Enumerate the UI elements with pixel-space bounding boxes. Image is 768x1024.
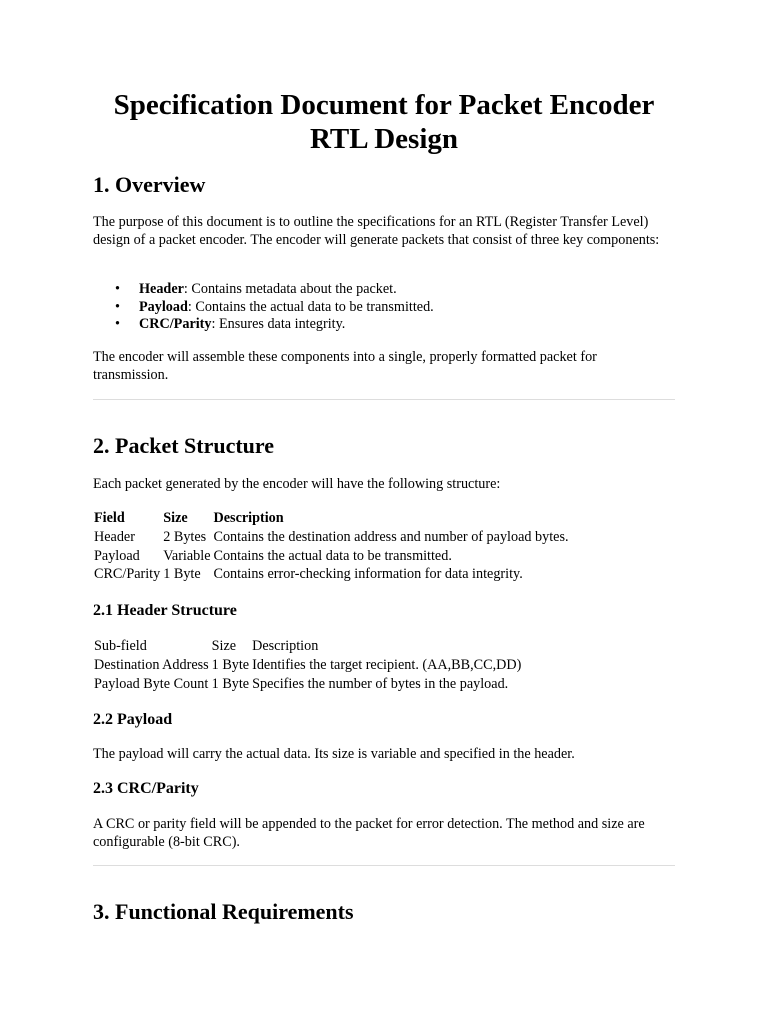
component-desc: : Contains the actual data to be transmitted. (187, 298, 434, 315)
table-row (93, 676, 523, 695)
document-title: Specification Document for Packet Encoder RTL Design (113, 89, 655, 155)
column-header: Size (163, 510, 188, 526)
component-term: Payload (139, 298, 188, 315)
column-header: Description (213, 510, 284, 526)
table-cell: Destination Address (94, 656, 209, 673)
crc-heading: 2.3 CRC/Parity (93, 780, 199, 797)
crc-paragraph: A CRC or parity field will be appended to the packet for error detection. The method and size are configurable (8-bit CRC). (93, 816, 645, 850)
component-list (93, 281, 434, 334)
table-row (93, 548, 571, 567)
list-item (93, 316, 434, 334)
column-header: Field (94, 510, 125, 526)
structure-intro-paragraph: Each packet generated by the encoder will have the following structure: (93, 476, 501, 492)
table-row (93, 529, 571, 548)
header-structure-table (93, 638, 523, 694)
column-header: Size (211, 638, 237, 654)
table-cell: Variable (163, 547, 211, 564)
table-cell: Header (94, 528, 135, 545)
table-cell: CRC/Parity (94, 566, 161, 583)
table-cell: Payload Byte Count (94, 675, 209, 692)
table-cell: 1 Byte (211, 656, 250, 673)
section-divider (93, 399, 675, 400)
component-term: CRC/Parity (139, 316, 212, 332)
list-item (93, 281, 434, 299)
packet-structure-table (93, 510, 571, 585)
bullet-icon: • (115, 316, 120, 332)
column-header: Description (252, 638, 319, 654)
component-term: Header (139, 281, 184, 297)
table-header-row (93, 638, 523, 657)
table-header-row (93, 510, 571, 529)
table-cell: 1 Byte (163, 566, 201, 583)
table-cell: Identifies the target recipient. (AA,BB,CC,DD) (252, 656, 522, 673)
column-header: Sub-field (94, 638, 147, 654)
section-divider (93, 865, 675, 866)
section-overview-heading: 1. Overview (93, 172, 206, 197)
table-cell: Contains the actual data to be transmitted. (213, 547, 452, 564)
table-cell: Payload (94, 547, 140, 564)
table-cell: 2 Bytes (163, 528, 207, 545)
header-structure-heading: 2.1 Header Structure (93, 602, 237, 619)
table-cell: Contains the destination address and number of payload bytes. (213, 528, 569, 545)
overview-outro-paragraph: The encoder will assemble these components into a single, properly formatted packet for transmission. (93, 349, 597, 383)
component-desc: : Ensures data integrity. (211, 316, 346, 332)
bullet-icon: • (115, 298, 120, 315)
table-row (93, 566, 571, 585)
bullet-icon: • (115, 281, 120, 297)
table-cell: Contains error-checking information for data integrity. (213, 566, 523, 583)
overview-intro-paragraph: The purpose of this document is to outline the specifications for an RTL (Register Transfer Level) design of a packet encoder. The encoder will generate packets that consist of three key components: (93, 214, 660, 248)
table-cell: Specifies the number of bytes in the payload. (252, 675, 509, 692)
section-structure-heading: 2. Packet Structure (93, 433, 275, 458)
payload-paragraph: The payload will carry the actual data. Its size is variable and specified in the header. (93, 746, 575, 762)
payload-heading: 2.2 Payload (93, 711, 173, 728)
list-item (93, 299, 434, 317)
table-row (93, 657, 523, 676)
table-cell: 1 Byte (211, 675, 250, 692)
component-desc: : Contains metadata about the packet. (183, 281, 397, 297)
section-functional-heading: 3. Functional Requirements (93, 899, 354, 924)
